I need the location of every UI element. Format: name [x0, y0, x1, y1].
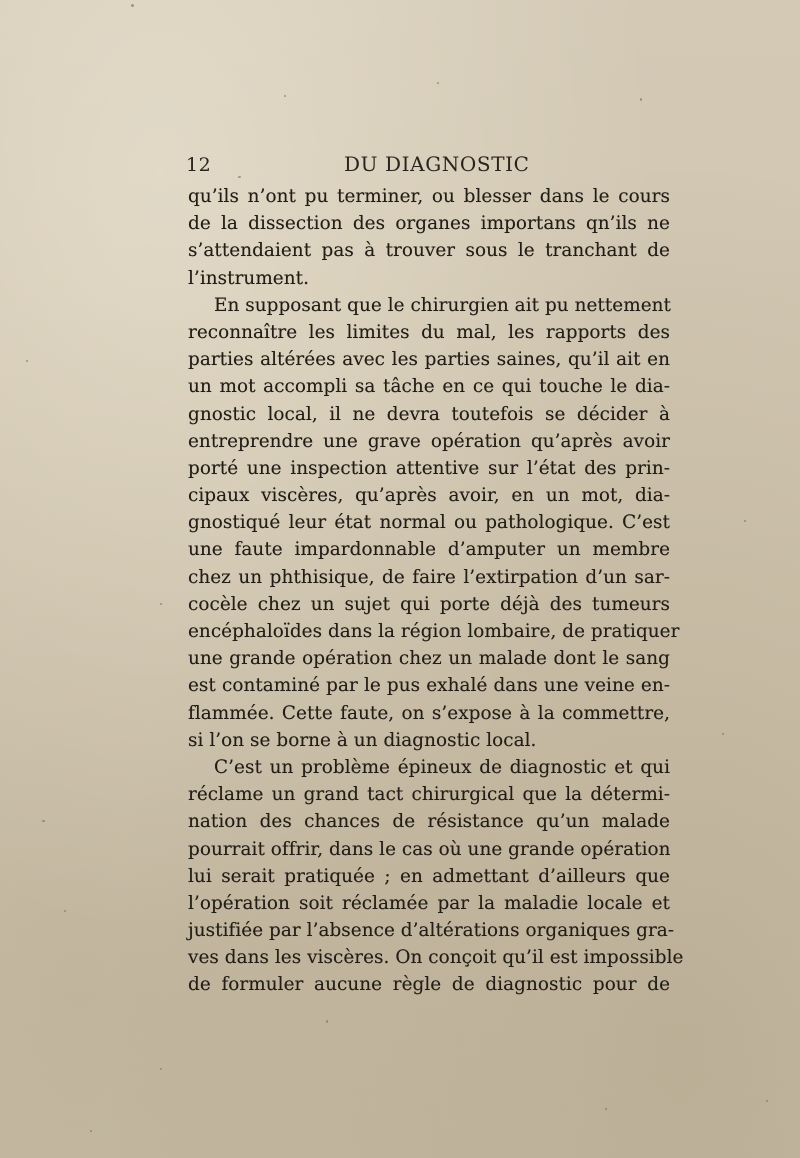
text-line: parties altérées avec les parties saines, qu’il ait en: [188, 349, 670, 371]
text-line: justifiée par l’absence d’altérations organiques gra-: [188, 920, 675, 942]
text-line: une faute impardonnable d’amputer un membre: [188, 539, 670, 561]
text-line: porté une inspection attentive sur l’état des prin-: [188, 457, 670, 479]
text-line: chez un phthisique, de faire l’extirpation d’un sar-: [188, 566, 670, 588]
text-line: reconnaître les limites du mal, les rapports des: [188, 321, 670, 343]
text-line: s’attendaient pas à trouver sous le tranchant de: [188, 240, 670, 262]
paper-speck: [284, 95, 286, 97]
text-line: ves dans les viscères. On conçoit qu’il est impossible: [188, 947, 684, 969]
paper-speck: [605, 1108, 607, 1110]
text-line: gnostic local, il ne devra toutefois se décider à: [188, 403, 670, 425]
text-line: l’instrument.: [188, 267, 309, 289]
running-title: DU DIAGNOSTIC: [344, 152, 530, 176]
paper-speck: [437, 82, 439, 84]
paper-speck: [90, 1130, 92, 1132]
paper-speck: [42, 820, 45, 822]
text-line: cipaux viscères, qu’après avoir, en un mot, dia-: [188, 485, 670, 507]
paper-speck: [64, 910, 66, 912]
paper-speck: [766, 1100, 768, 1102]
paper-speck: [160, 603, 162, 605]
text-line: entreprendre une grave opération qu’après avoir: [188, 430, 670, 452]
paper-speck: [722, 733, 724, 735]
text-line: En supposant que le chirurgien ait pu nettement: [214, 294, 671, 316]
text-line: gnostiqué leur état normal ou pathologique. C’est: [188, 512, 670, 534]
text-line: un mot accompli sa tâche en ce qui touche le dia-: [188, 376, 670, 398]
paper-speck: [131, 4, 134, 7]
paper-speck: [744, 520, 746, 522]
page-number: 12: [186, 154, 212, 176]
text-line: si l’on se borne à un diagnostic local.: [188, 729, 537, 751]
paper-speck: [640, 98, 642, 101]
text-line: C’est un problème épineux de diagnostic et qui: [214, 756, 670, 778]
text-line: est contaminé par le pus exhalé dans une veine en-: [188, 675, 670, 697]
paper-speck: [326, 1020, 328, 1023]
body-text: [188, 183, 684, 999]
text-line: lui serait pratiquée ; en admettant d’ailleurs que: [188, 865, 670, 887]
text-line: qu’ils n’ont pu terminer, ou blesser dans le cours: [188, 186, 670, 207]
text-line: l’opération soit réclamée par la maladie locale et: [188, 892, 670, 914]
text-line: encéphaloïdes dans la région lombaire, de pratiquer: [188, 621, 680, 642]
text-line: nation des chances de résistance qu’un malade: [188, 811, 670, 833]
paper-speck: [160, 1068, 162, 1070]
page-header: [186, 152, 670, 180]
text-line: réclame un grand tact chirurgical que la détermi-: [188, 784, 670, 806]
text-line: une grande opération chez un malade dont le sang: [188, 648, 670, 670]
text-line: pourrait offrir, dans le cas où une grande opération: [188, 838, 671, 860]
text-line: cocèle chez un sujet qui porte déjà des tumeurs: [188, 593, 670, 615]
paper-speck: [26, 360, 28, 362]
text-line: flammée. Cette faute, on s’expose à la commettre,: [188, 702, 670, 724]
text-line: de formuler aucune règle de diagnostic pour de: [188, 974, 670, 996]
text-line: de la dissection des organes importans qn’ils ne: [188, 213, 670, 235]
